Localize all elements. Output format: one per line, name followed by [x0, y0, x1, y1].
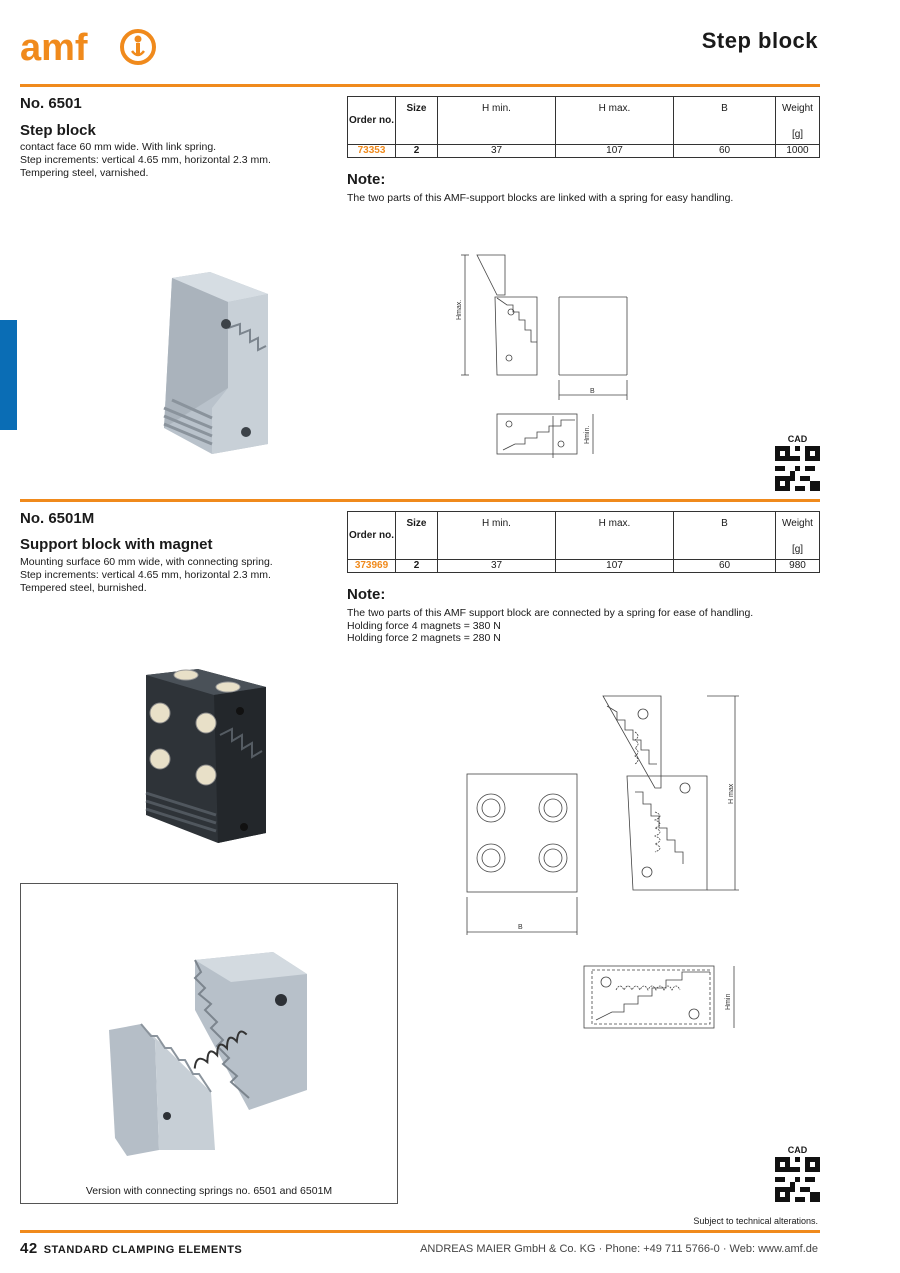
spec-table	[347, 96, 820, 158]
svg-text:H max: H max	[728, 783, 735, 804]
logo-text: amf	[20, 27, 88, 69]
technical-drawing-side	[595, 692, 745, 897]
order-number[interactable]: 73353	[348, 145, 396, 158]
page-title: Step block	[701, 28, 818, 53]
col-b: B	[674, 512, 776, 560]
variant-photo-box	[20, 883, 398, 1204]
section-divider	[20, 499, 820, 502]
product-description: contact face 60 mm wide. With link spring. Step increments: vertical 4.65 mm, horizontal 2.3 mm. Tempering steel, varnished.	[20, 141, 271, 179]
svg-text:Hmin.: Hmin.	[584, 425, 591, 444]
technical-drawing-bottom	[582, 960, 752, 1034]
footer-company: ANDREAS MAIER GmbH & Co. KG · Phone: +49 711 5766-0 · Web: www.amf.de	[420, 1243, 818, 1255]
technical-drawing-front	[465, 772, 580, 937]
product-number: No. 6501M	[20, 510, 95, 527]
cad-qr-1[interactable]: CAD	[775, 434, 820, 496]
svg-text:Hmax.: Hmax.	[456, 299, 463, 320]
footer-divider	[20, 1230, 820, 1233]
col-weight: Weight [g]	[776, 97, 820, 145]
table-row: 373969 2 37 107 60 980	[348, 560, 820, 573]
cad-qr-2[interactable]: CAD	[775, 1145, 820, 1207]
technical-drawing-bottom	[495, 412, 605, 460]
spring-blocks-photo	[101, 940, 341, 1170]
product-number: No. 6501	[20, 95, 82, 112]
amf-logo	[20, 26, 160, 70]
note-title: Note:	[347, 171, 386, 188]
magnet-block-photo	[128, 665, 273, 845]
note-text: The two parts of this AMF-support blocks are linked with a spring for easy handling.	[347, 192, 734, 204]
footer-section: 42 STANDARD CLAMPING ELEMENTS	[20, 1240, 243, 1257]
col-order: Order no.	[348, 97, 396, 145]
col-hmax: H max.	[556, 512, 674, 560]
side-tab	[0, 320, 17, 430]
svg-text:B: B	[590, 388, 595, 395]
qr-code-icon	[775, 446, 820, 491]
photo-caption: Version with connecting springs no. 6501 and 6501M	[85, 1185, 333, 1197]
table-row: 73353 2 37 107 60 1000	[348, 145, 820, 158]
svg-text:Hmin: Hmin	[725, 993, 732, 1010]
spec-table	[347, 511, 820, 573]
disclaimer: Subject to technical alterations.	[693, 1216, 818, 1226]
col-size: Size	[396, 512, 438, 560]
qr-code-icon	[775, 1157, 820, 1202]
header-divider	[20, 84, 820, 87]
product-name: Step block	[20, 122, 96, 139]
col-hmax: H max.	[556, 97, 674, 145]
order-number[interactable]: 373969	[348, 560, 396, 573]
product-name: Support block with magnet	[20, 536, 213, 553]
note-title: Note:	[347, 586, 386, 603]
step-block-photo	[150, 268, 280, 458]
col-b: B	[674, 97, 776, 145]
note-text: The two parts of this AMF support block are connected by a spring for ease of handling. Holding force 4 magnets = 380 N Holding force 2 magnets = 280 N	[347, 607, 754, 644]
col-size: Size	[396, 97, 438, 145]
col-hmin: H min.	[438, 97, 556, 145]
page-number: 42	[20, 1240, 38, 1257]
col-order: Order no.	[348, 512, 396, 560]
col-hmin: H min.	[438, 512, 556, 560]
svg-text:B: B	[518, 924, 523, 931]
product-description: Mounting surface 60 mm wide, with connecting spring. Step increments: vertical 4.65 mm, horizontal 2.3 mm. Tempered steel, burnished.	[20, 556, 273, 594]
col-weight: Weight [g]	[776, 512, 820, 560]
